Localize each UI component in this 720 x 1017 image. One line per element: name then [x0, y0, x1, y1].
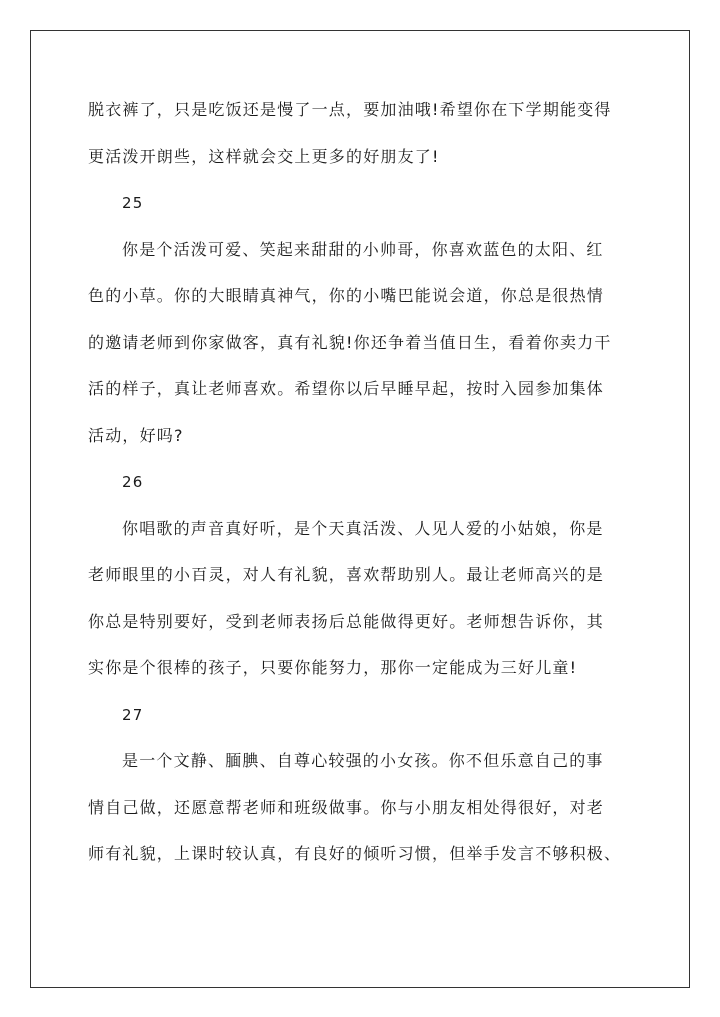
- text-line: 的邀请老师到你家做客，真有礼貌!你还争着当值日生，看着你卖力干: [88, 332, 612, 352]
- text-line: 实你是个很棒的孩子，只要你能努力，那你一定能成为三好儿童!: [88, 658, 578, 677]
- text-line: 老师眼里的小百灵，对人有礼貌，喜欢帮助别人。最让老师高兴的是: [88, 565, 605, 584]
- text-line: 更活泼开朗些，这样就会交上更多的好朋友了!: [88, 146, 440, 166]
- section-number: 26: [122, 473, 144, 491]
- text-line: 你总是特别要好，受到老师表扬后总能做得更好。老师想告诉你，其: [88, 611, 605, 631]
- text-line: 色的小草。你的大眼睛真神气，你的小嘴巴能说会道，你总是很热情: [88, 286, 605, 305]
- text-line: 师有礼貌，上课时较认真，有良好的倾听习惯，但举手发言不够积极、: [88, 844, 622, 863]
- text-line: 你唱歌的声音真好听，是个天真活泼、人见人爱的小姑娘，你是: [122, 518, 604, 538]
- section-number: 25: [122, 194, 144, 212]
- text-line: 情自己做，还愿意帮老师和班级做事。你与小朋友相处得很好，对老: [88, 797, 605, 817]
- text-line: 活动，好吗?: [88, 425, 184, 445]
- text-line: 你是个活泼可爱、笑起来甜甜的小帅哥，你喜欢蓝色的太阳、红: [122, 239, 604, 259]
- text-line: 脱衣裤了，只是吃饭还是慢了一点，要加油哦!希望你在下学期能变得: [88, 100, 612, 119]
- text-line: 是一个文静、腼腆、自尊心较强的小女孩。你不但乐意自己的事: [122, 751, 604, 770]
- text-line: 活的样子，真让老师喜欢。希望你以后早睡早起，按时入园参加集体: [88, 379, 605, 398]
- section-number: 27: [122, 705, 144, 724]
- document-body: [88, 95, 633, 886]
